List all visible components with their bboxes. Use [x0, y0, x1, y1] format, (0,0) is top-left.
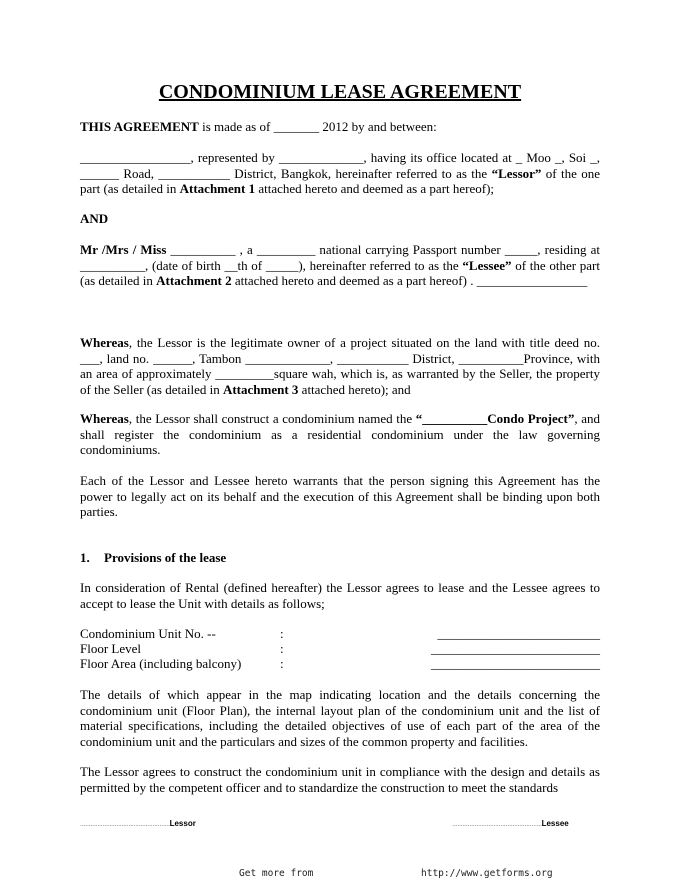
floor-area-row [80, 656, 600, 672]
intro-paragraph [80, 119, 600, 135]
lessee-signature-label: Lessee [541, 819, 569, 828]
intro-text: is made as of _______ 2012 by and between: [198, 119, 437, 134]
document-title: CONDOMINIUM LEASE AGREEMENT [158, 81, 522, 103]
warrant-text: Each of the Lessor and Lessee hereto warrants that the person signing this Agreement has the power to legally act on its behalf and the execution of this Agreement shall be binding upon both parties. [80, 473, 600, 519]
lessee-paragraph [80, 242, 600, 289]
lessor-paragraph [80, 150, 600, 197]
construct-paragraph [80, 764, 600, 795]
consideration-text: In consideration of Rental (defined hereafter) the Lessor agrees to lease and the Lessee agrees to accept to lease the Unit with details as follows; [80, 580, 600, 611]
section-1-title: Provisions of the lease [104, 550, 227, 565]
lessor-text-1: _________________, represented by _____________, having its office located at _ Moo _, Soi _, ______ Road, ___________ District, Bangkok, hereinafter referred to as the [80, 150, 600, 181]
unit-no-colon: : [280, 626, 284, 641]
floor-level-blank: __________________________ [431, 641, 600, 656]
attachment-3-ref: Attachment 3 [222, 381, 299, 397]
lessor-signature [80, 816, 196, 832]
lessee-text-2: of the other part (as detailed in [80, 257, 600, 288]
unit-no-row [80, 626, 600, 642]
lessee-text-3: attached hereto and deemed as a part hereof) . _________________ [231, 273, 588, 288]
footer-link[interactable]: http://www.getforms.org [421, 868, 553, 879]
lessee-term: “Lessee” [462, 257, 512, 273]
unit-no-label: Condominium Unit No. -- [80, 626, 216, 641]
whereas-2-text-1: , the Lessor shall construct a condominium named the [128, 411, 416, 426]
construct-text: The Lessor agrees to construct the condominium unit in compliance with the design and details as permitted by the competent officer and to standardize the construction to meet the standards [80, 764, 600, 795]
project-name: “__________Condo Project” [415, 411, 575, 426]
floor-area-blank: __________________________ [431, 656, 600, 671]
details-text: The details of which appear in the map indicating location and the details concerning the condominium unit (Floor Plan), the internal layout plan of the condominium unit and the list of material specifications, including the detailed objectives of use of each part of the area of the condominium unit and the particulars and sizes of the common property and facilities. [80, 687, 600, 749]
section-1-number: 1. [80, 550, 90, 565]
whereas-1-lead: Whereas [80, 335, 129, 350]
attachment-2-ref: Attachment 2 [156, 273, 232, 288]
and-text: AND [80, 211, 109, 226]
floor-area-colon: : [280, 656, 284, 671]
lessee-text-1: __________ , a _________ national carrying Passport number _____, residing at __________, (date of birth __th of _____), hereinafter referred to as the [80, 242, 600, 273]
whereas-2-lead: Whereas [80, 411, 129, 426]
and-label [80, 211, 600, 227]
unit-no-blank: _________________________ [437, 626, 600, 641]
lessor-signature-label: Lessor [169, 819, 196, 828]
lessee-lead: Mr /Mrs / Miss [80, 242, 167, 257]
whereas-1-text-2: attached hereto); and [298, 381, 411, 397]
lessor-text-3: attached hereto and deemed as a part hereof); [255, 181, 495, 196]
lessor-signature-line: .................................................... [80, 819, 170, 828]
floor-area-label: Floor Area (including balcony) [80, 656, 242, 671]
intro-lead: THIS AGREEMENT [80, 119, 199, 134]
lessor-term: “Lessor” [491, 165, 542, 181]
whereas-2-text-2: , and shall register the condominium as a residential condominium under the law governing condominiums. [80, 411, 600, 457]
lessee-signature [452, 816, 569, 832]
lessor-text-2: of the one part (as detailed in [80, 165, 600, 196]
whereas-1-text-1: , the Lessor is the legitimate owner of a project situated on the land with title deed no. ___, land no. ______, Tambon _____________, ___________ District, __________Province, with an area of approximately _________square wah, which is, as warranted by the Seller, the property of the Seller (as detailed in [80, 335, 600, 397]
lessee-signature-line: .................................................... [452, 819, 542, 828]
section-1-heading [80, 550, 226, 566]
floor-level-colon: : [280, 641, 284, 656]
whereas-construct-paragraph [80, 411, 600, 458]
warrant-paragraph [80, 473, 600, 520]
attachment-1-ref: Attachment 1 [179, 181, 256, 196]
floor-level-row [80, 641, 600, 657]
whereas-owner-paragraph [80, 335, 600, 397]
consideration-paragraph [80, 580, 600, 611]
details-paragraph [80, 687, 600, 749]
floor-level-label: Floor Level [80, 641, 142, 656]
footer-text: Get more from [239, 868, 314, 879]
